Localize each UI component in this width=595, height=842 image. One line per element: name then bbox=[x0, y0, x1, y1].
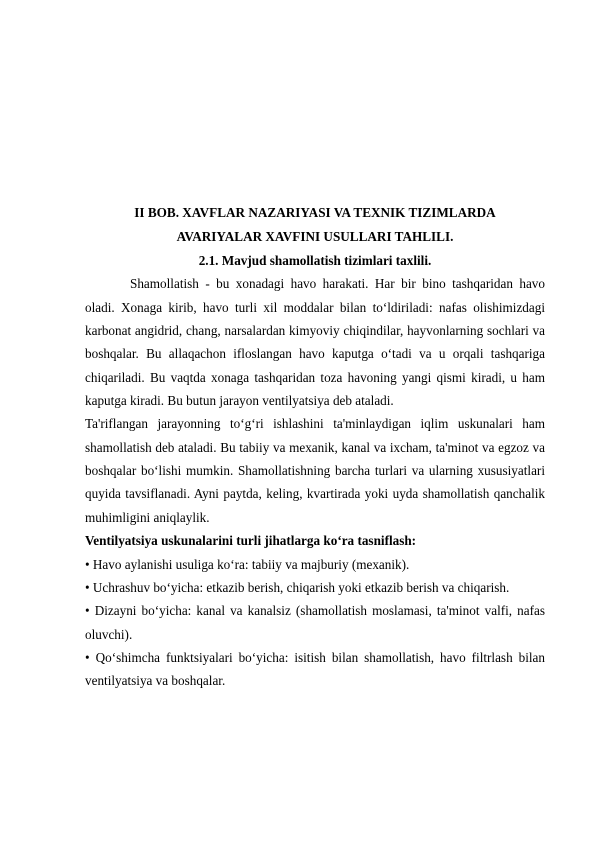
bullet-item: • Uchrashuv bo‘yicha: etkazib berish, chiqarish yoki etkazib berish va chiqarish. bbox=[85, 579, 510, 595]
bullet-item: • Havo aylanishi usuliga ko‘ra: tabiiy va majburiy (mexanik). bbox=[85, 556, 410, 572]
bullet-item: • Dizayni bo‘yicha: kanal va kanalsiz (shamollatish moslamasi, ta'minot valfi, nafas oluvchi). bbox=[85, 603, 545, 642]
document-body bbox=[85, 201, 545, 693]
bullet-item: • Qo‘shimcha funktsiyalari bo‘yicha: isitish bilan shamollatish, havo filtrlash bilan ventilyatsiya va boshqalar. bbox=[85, 649, 545, 689]
paragraph-ventilation-equipment: Ta'riflangan jarayonning to‘g‘ri ishlashini ta'minlaydigan iqlim uskunalari ham shamollatish deb ataladi. Bu tabiiy va mexanik, kanal va ixcham, ta'minot va egzoz va boshqalar bo‘lishi mumkin. Shamollatishning barcha turlari va ularning xususiyatlari quyida tavsiflanadi. Ayni paytda, keling, kvartirada yoki uyda shamollatish qanchalik muhimligini aniqlaylik. bbox=[85, 416, 545, 525]
classification-heading: Ventilyatsiya uskunalarini turli jihatlarga ko‘ra tasniflash: bbox=[85, 533, 417, 549]
chapter-title-line2: AVARIYALAR XAVFINI USULLARI TAHLILI. bbox=[176, 228, 454, 244]
paragraph-ventilation-definition: Shamollatish - bu xonadagi havo harakati. Har bir bino tashqaridan havo oladi. Xonaga kirib, havo turli xil moddalar bilan to‘ldiriladi: nafas olishimizdagi karbonat angidrid, chang, narsalardan kimyoviy chiqindilar, hayvonlarning sochlari va boshqalar. Bu allaqachon ifloslangan havo kaputga o‘tadi va u orqali tashqariga chiqariladi. Bu vaqtda xonaga tashqaridan toza havoning yangi qismi kiradi, u ham kaputga kiradi. Bu butun jarayon ventilyatsiya deb ataladi. bbox=[85, 276, 545, 409]
section-title: 2.1. Mavjud shamollatish tizimlari taxlili. bbox=[198, 252, 432, 268]
chapter-title-line1: II BOB. XAVFLAR NAZARIYASI VA TEXNIK TIZIMLARDA bbox=[134, 205, 496, 220]
